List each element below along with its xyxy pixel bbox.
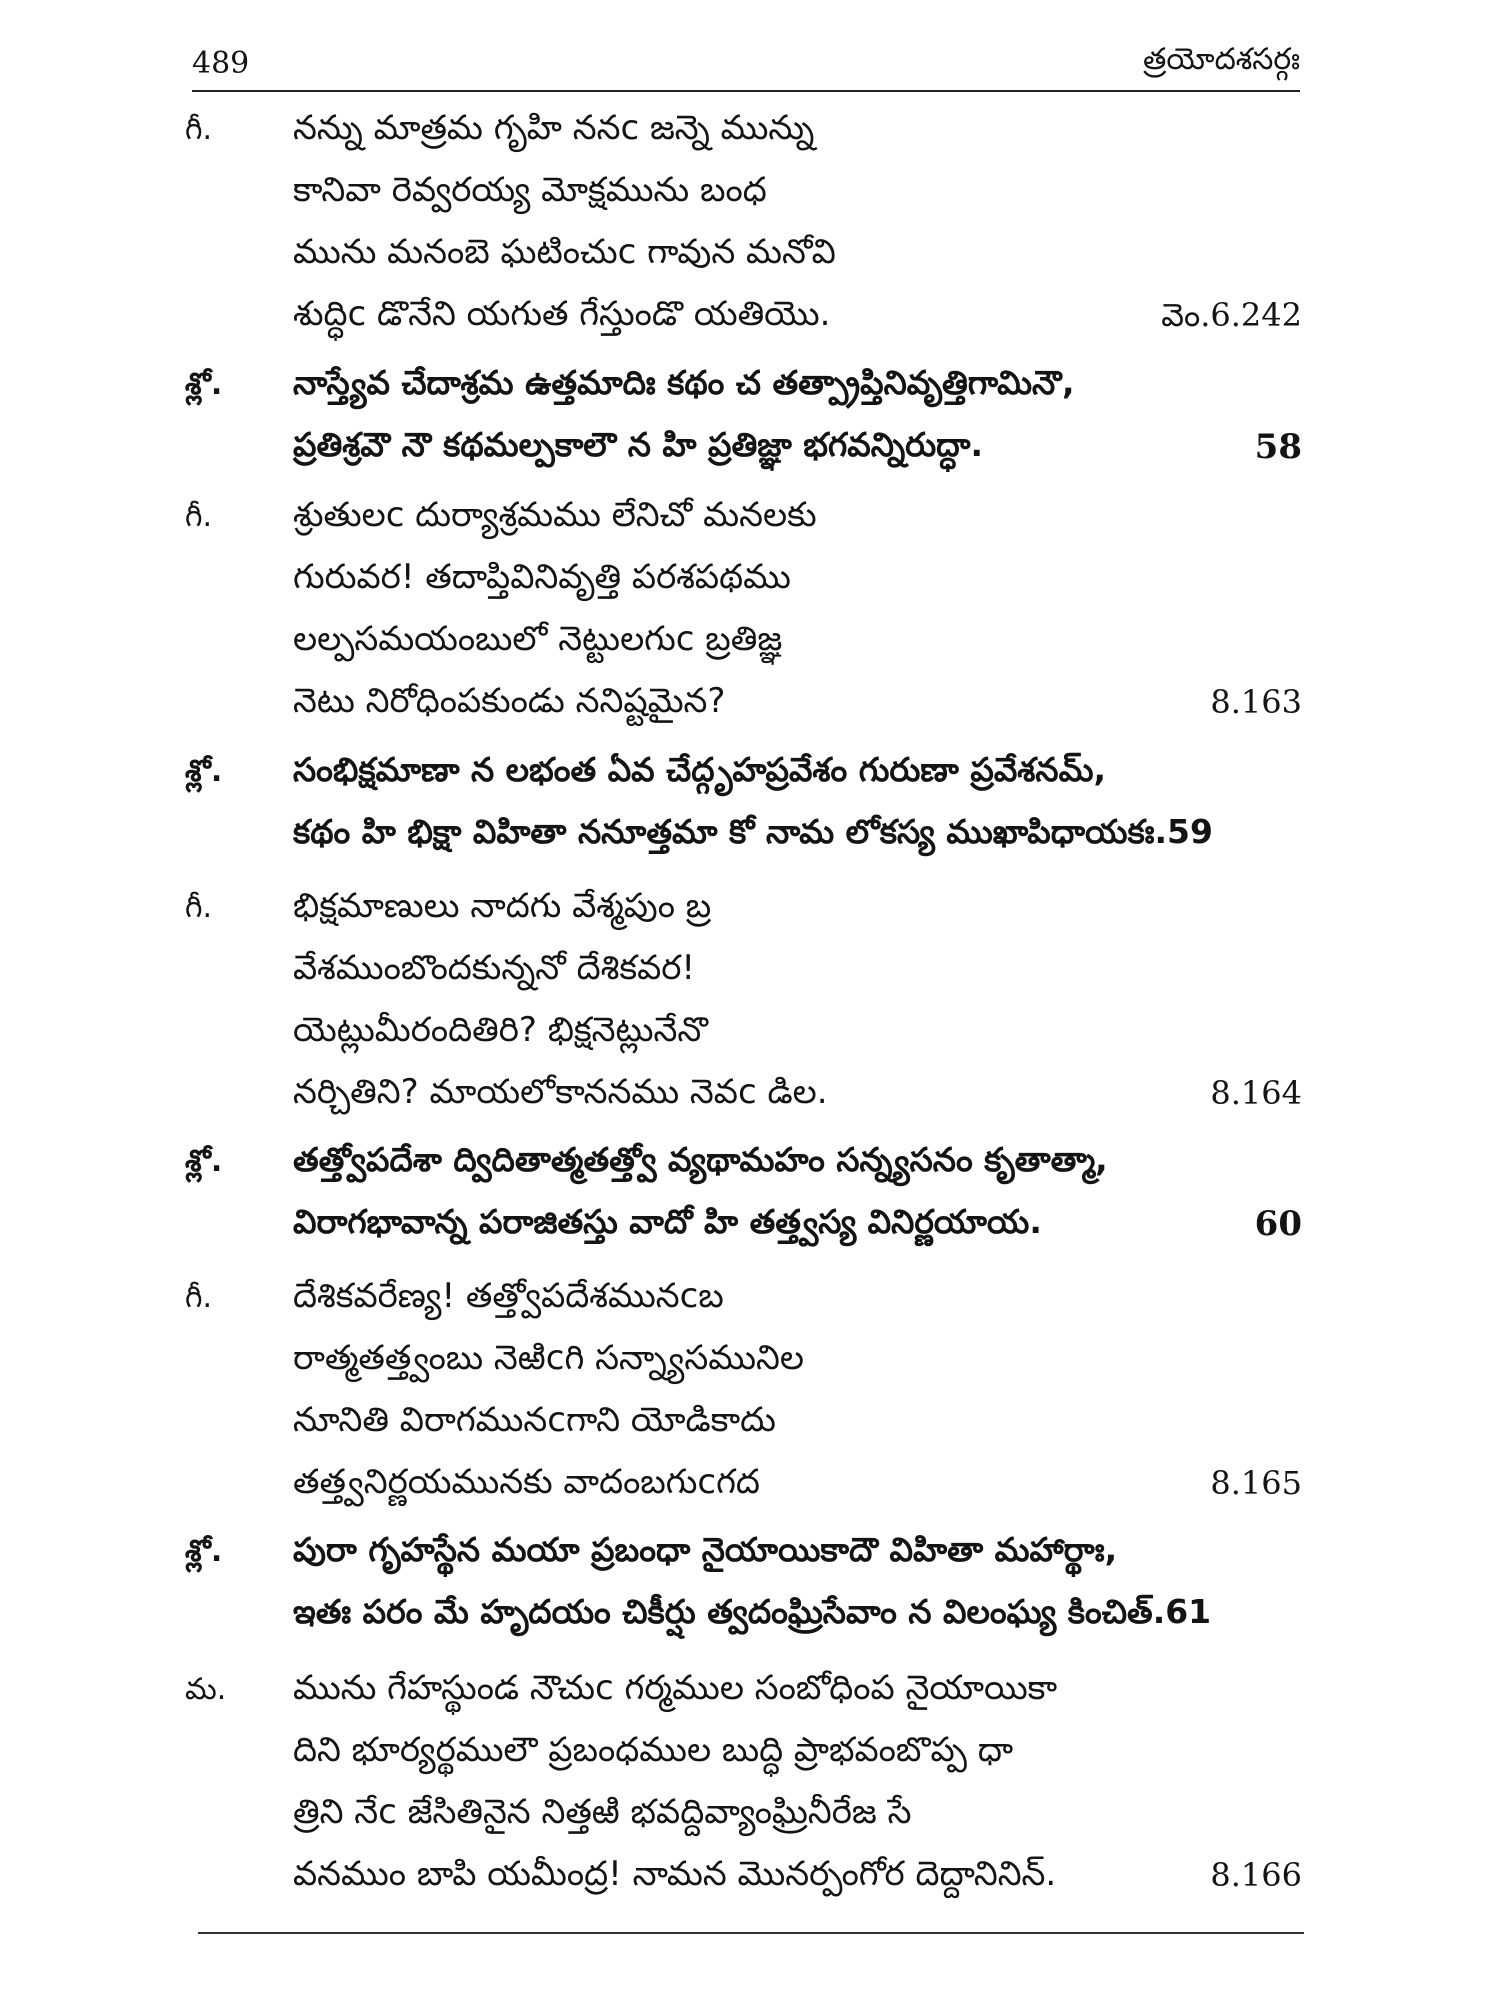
verse-text: శుద్ధిc డొనేని యగుత గేస్తుండొ యతియొ. xyxy=(293,294,831,334)
verse-text: గురువర! తదాప్తివినివృత్తి పరశపథము xyxy=(293,557,791,597)
verse-line xyxy=(185,1194,1302,1256)
verse-line xyxy=(185,673,1302,735)
verse-reference: 60 xyxy=(1254,1204,1302,1244)
verse-line xyxy=(185,1584,1302,1646)
verse-label: శ్లో. xyxy=(185,367,223,402)
verse-text: దిని భూర్యర్థములౌ ప్రబంధముల బుద్ధి ప్రాభవంబొప్ప ధా xyxy=(293,1730,1014,1770)
verse-label: శ్లో. xyxy=(185,1534,223,1569)
verse-text: తత్త్వోపదేశా ద్విదితాత్మతత్త్వో వ్యథామహం సన్న్యసనం కృతాత్మా, xyxy=(293,1140,1108,1179)
verse-text: త్రిని నేc జేసితినైన నిత్తఱి భవద్దివ్యాంఘ్రినీరేజ సే xyxy=(293,1792,912,1832)
page-number: 489 xyxy=(192,46,250,81)
verse-line xyxy=(185,162,1302,224)
verse-text: కానివా రెవ్వరయ్య మోక్షమును బంధ xyxy=(293,170,767,210)
verse-text: నన్ను మాత్రమ గృహి ననc జన్నె మున్ను xyxy=(293,108,815,148)
verse-label: గీ. xyxy=(185,890,213,925)
verse-line xyxy=(185,549,1302,611)
verse-text: నర్చితిని? మాయలోకాననము నెవc డిల. xyxy=(293,1072,828,1112)
verse-line xyxy=(185,417,1302,479)
padya-block xyxy=(185,1660,1302,1908)
verse-label: శ్లో. xyxy=(185,1144,223,1179)
verse-line xyxy=(185,1002,1302,1064)
verse-text: విరాగభావాన్న పరాజితస్తు వాదో హి తత్త్వస్య వినిర్ణయాయ. xyxy=(293,1202,1042,1241)
verse-text: యెట్లుమీరందితిరి? భిక్షనెట్లునేనొ xyxy=(293,1010,708,1050)
verse-reference: వెం.6.242 xyxy=(1161,296,1302,334)
verse-text: రాత్మతత్త్వంబు నెఱిcగి సన్న్యాసమునిల xyxy=(293,1338,804,1378)
verse-reference: 8.164 xyxy=(1210,1074,1302,1112)
verse-line xyxy=(185,355,1302,417)
verse-text: ఇతః పరం మే హృదయం చికీర్షు త్వదంఘ్రిసేవాం న విలంఘ్య కించిత్.61 xyxy=(293,1592,1212,1631)
verse-line xyxy=(185,1132,1302,1194)
footer-rule xyxy=(198,1932,1304,1934)
verse-text: సంభిక్షమాణా న లభంత ఏవ చేద్గృహప్రవేశం గురుణా ప్రవేశనమ్, xyxy=(293,750,1107,789)
verse-line xyxy=(185,1522,1302,1584)
verse-line xyxy=(185,487,1302,549)
padya-block xyxy=(185,1268,1302,1516)
verse-line xyxy=(185,286,1302,348)
verse-reference: 8.166 xyxy=(1210,1856,1302,1894)
verse-line xyxy=(185,742,1302,804)
verse-text: పురా గృహస్థేన మయా ప్రబంధా నైయాయికాదౌ విహితా మహార్థాః, xyxy=(293,1530,1118,1569)
padya-block xyxy=(185,100,1302,348)
sloka-block xyxy=(185,1522,1302,1646)
sloka-block xyxy=(185,742,1302,866)
verse-line xyxy=(185,1064,1302,1126)
verse-text: వనముం బాపి యమీంద్ర! నామన మొనర్పంగోర దెద్దానినిన్. xyxy=(293,1854,1057,1894)
verse-text: భిక్షమాణులు నాదగు వేశ్మపుం బ్ర xyxy=(293,886,712,926)
verse-line xyxy=(185,611,1302,673)
verse-reference: 58 xyxy=(1254,427,1302,467)
verse-label: శ్లో. xyxy=(185,754,223,789)
verse-line xyxy=(185,1392,1302,1454)
verse-line xyxy=(185,1784,1302,1846)
verse-label: మ. xyxy=(185,1672,227,1707)
verse-line xyxy=(185,1722,1302,1784)
padya-block xyxy=(185,487,1302,735)
verse-label: గీ. xyxy=(185,499,213,534)
verse-text: మును గేహస్థుండ నౌచుc గర్మముల సంబోధింప నైయాయికా xyxy=(293,1668,1058,1708)
verse-line xyxy=(185,100,1302,162)
verse-line xyxy=(185,804,1302,866)
verse-reference: 8.163 xyxy=(1210,683,1302,721)
verse-text: నాస్త్యేవ చేదాశ్రమ ఉత్తమాదిః కథం చ తత్ప్రాప్తినివృత్తిగామినౌ, xyxy=(293,363,1075,402)
verse-text: కథం హి భిక్షా విహితా ననూత్తమా కో నామ లోకస్య ముఖాపిధాయకః.59 xyxy=(293,812,1213,851)
verse-line xyxy=(185,1268,1302,1330)
verse-reference: 8.165 xyxy=(1210,1464,1302,1502)
padya-block xyxy=(185,878,1302,1126)
verse-line xyxy=(185,1846,1302,1908)
verse-line xyxy=(185,940,1302,1002)
verse-text: నూనితి విరాగమునcగాని యోడికాదు xyxy=(293,1400,776,1440)
verse-label: గీ. xyxy=(185,112,213,147)
verse-text: దేశికవరేణ్య! తత్త్వోపదేశమునcబ xyxy=(293,1276,724,1316)
sloka-block xyxy=(185,1132,1302,1256)
running-title: త్రయోదశసర్గః xyxy=(1143,42,1300,77)
verse-text: నెటు నిరోధింపకుండు ననిష్టమైన? xyxy=(293,681,726,721)
page-header xyxy=(192,40,1300,92)
verse-line xyxy=(185,1330,1302,1392)
verse-line xyxy=(185,1454,1302,1516)
verse-text: మును మనంబె ఘటించుc గావున మనోవి xyxy=(293,232,836,272)
verse-line xyxy=(185,224,1302,286)
verse-text: ప్రతిశ్రవౌ నౌ కథమల్పకాలౌ న హి ప్రతిజ్ఞా భగవన్నిరుద్ధా. xyxy=(293,425,983,464)
sloka-block xyxy=(185,355,1302,479)
verse-label: గీ. xyxy=(185,1280,213,1315)
verse-text: తత్త్వనిర్ణయమునకు వాదంబగుcగద xyxy=(293,1462,760,1502)
verse-text: లల్పసమయంబులో నెట్టులగుc బ్రతిజ్ఞ xyxy=(293,619,783,659)
verse-line xyxy=(185,1660,1302,1722)
verse-text: శ్రుతులc దుర్యాశ్రమము లేనిచో మనలకు xyxy=(293,495,817,535)
verse-text: వేశముంబొందకున్ననో దేశికవర! xyxy=(293,948,696,988)
verse-line xyxy=(185,878,1302,940)
